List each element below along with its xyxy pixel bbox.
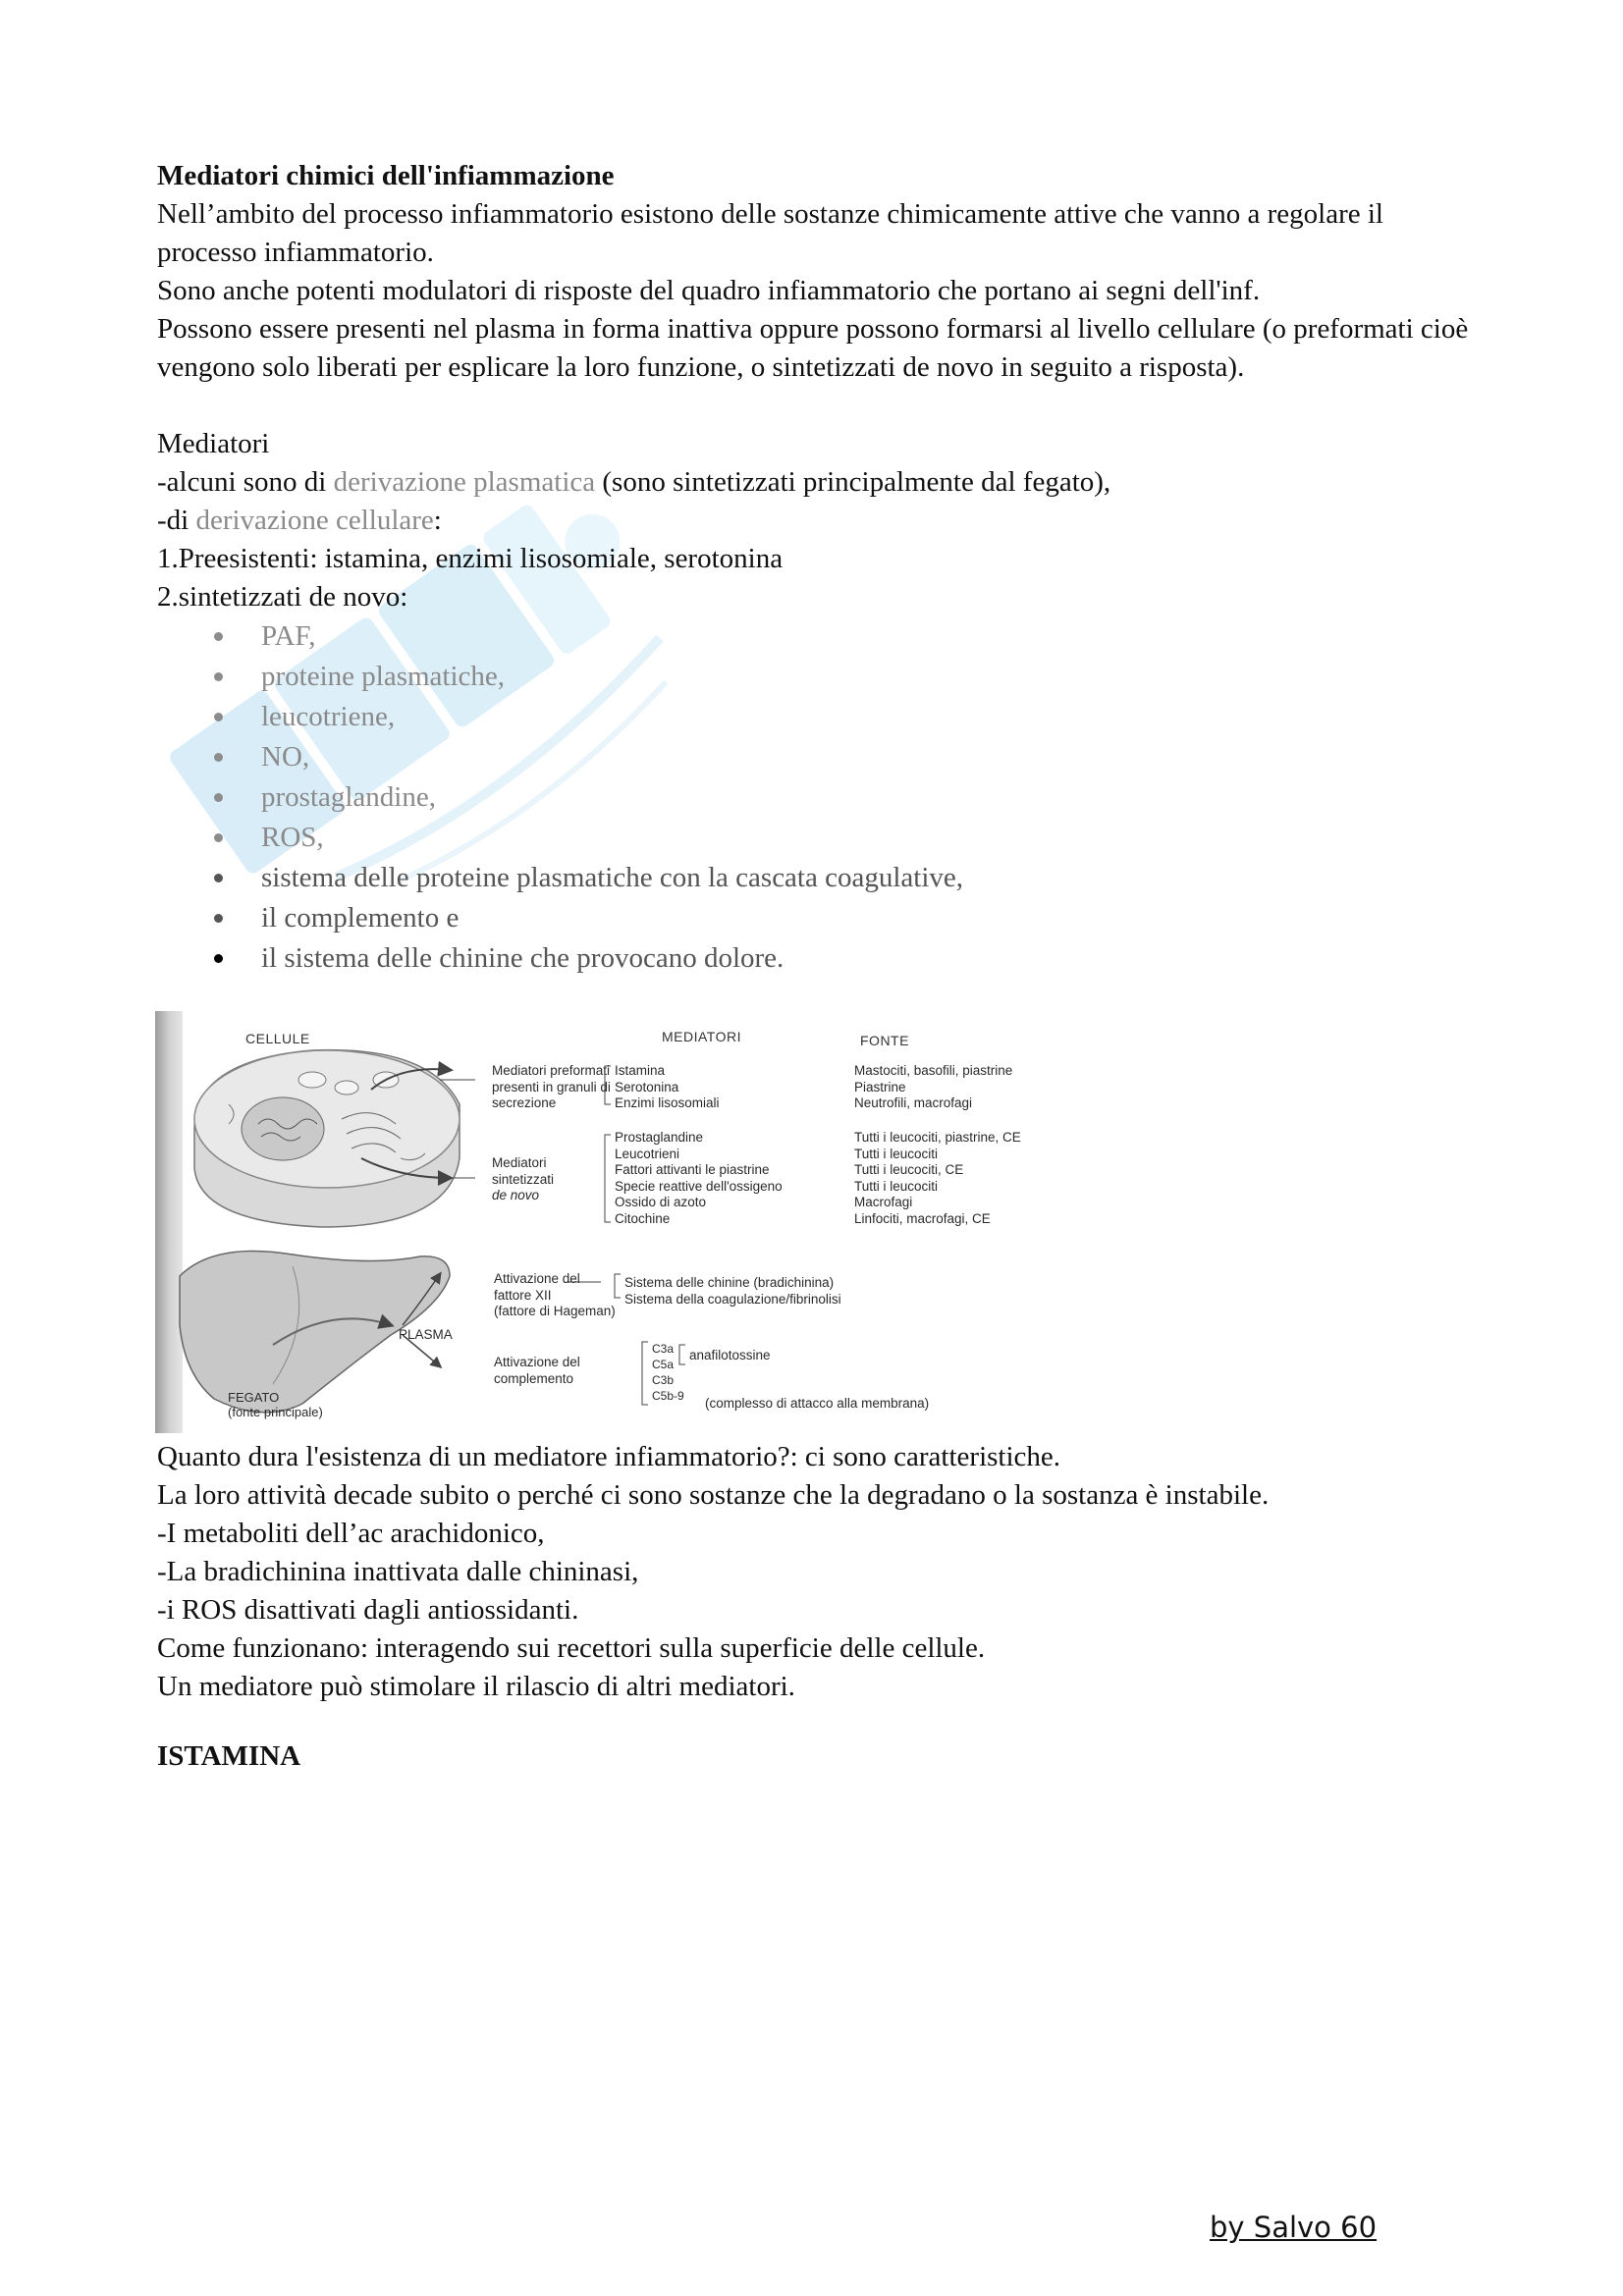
denovo-sources: Tutti i leucociti, piastrine, CE Tutti i leucociti Tutti i leucociti, CE Tutti i leucociti Macrofagi Linfociti, macrofagi, CE	[854, 1130, 1021, 1226]
plasma-label: PLASMA	[399, 1327, 453, 1342]
list-item: il complemento e	[261, 898, 1473, 938]
factor-xii-systems: Sistema delle chinine (bradichinina) Sistema della coagulazione/fibrinolisi	[624, 1275, 841, 1307]
bullet-icon	[214, 874, 223, 882]
plasma-derivation-line: -alcuni sono di derivazione plasmatica (sono sintetizzati principalmente dal fegato),	[157, 466, 1111, 498]
page-footer: by Salvo 60	[1210, 2211, 1378, 2244]
mac-label: (complesso di attacco alla membrana)	[705, 1396, 930, 1411]
plasma-derivation-term: derivazione plasmatica	[333, 466, 596, 498]
list-item: il sistema delle chinine che provocano dolore.	[261, 938, 1473, 979]
list-item: leucotriene,	[261, 697, 1473, 737]
list-item: prostaglandine,	[261, 777, 1473, 818]
paragraph: -I metaboliti dell’ac arachidonico,	[157, 1518, 545, 1549]
denovo-heading: 2.sintetizzati de novo:	[157, 581, 408, 613]
intro-paragraph: Possono essere presenti nel plasma in forma inattiva oppure possono formarsi al livello cellulare (o preformati cioè vengono solo liberati per esplicare la loro funzione, o sintetizzati de novo in seguito a risposta).	[157, 313, 1469, 383]
list-item: PAF,	[261, 616, 1473, 657]
denovo-label: Mediatori sintetizzati de novo	[492, 1155, 555, 1202]
bullet-icon	[214, 753, 223, 762]
mediators-figure	[155, 1011, 1029, 1433]
denovo-mediators: Prostaglandine Leucotrieni Fattori attivanti le piastrine Specie reattive dell'ossigeno Ossido di azoto Citochine	[615, 1130, 783, 1226]
mediators-heading: Mediatori	[157, 428, 270, 459]
paragraph: -La bradichinina inattivata dalle chininasi,	[157, 1556, 639, 1587]
preformed-label: Mediatori preformati presenti in granuli di secrezione	[492, 1063, 611, 1110]
factor-xii-label: Attivazione del fattore XII (fattore di Hageman)	[494, 1271, 616, 1318]
bullet-icon	[214, 914, 223, 923]
list-item: proteine plasmatiche,	[261, 657, 1473, 697]
liver-label: FEGATO (fonte principale)	[228, 1390, 323, 1419]
preformed-mediators: Istamina Serotonina Enzimi lisosomiali	[615, 1063, 720, 1110]
paragraph: Un mediatore può stimolare il rilascio di altri mediatori.	[157, 1671, 795, 1702]
main-text	[157, 157, 1473, 979]
list-item: sistema delle proteine plasmatiche con la cascata coagulative,	[261, 858, 1473, 898]
intro-paragraph: Nell’ambito del processo infiammatorio esistono delle sostanze chimicamente attive che vanno a regolare il processo infiammatorio.	[157, 198, 1383, 268]
complement-label: Attivazione del complemento	[494, 1355, 580, 1386]
intro-paragraph: Sono anche potenti modulatori di risposte del quadro infiammatorio che portano ai segni dell'inf.	[157, 275, 1261, 306]
preformed-sources: Mastociti, basofili, piastrine Piastrine Neutrofili, macrofagi	[854, 1063, 1013, 1110]
complement-items: C3a C5a C3b C5b-9	[652, 1342, 684, 1403]
istamina-heading: ISTAMINA	[157, 1740, 301, 1772]
figure-header-cells: CELLULE	[245, 1031, 310, 1046]
paragraph: La loro attività decade subito o perché ci sono sostanze che la degradano o la sostanza è instabile.	[157, 1479, 1270, 1511]
denovo-list	[157, 616, 1473, 979]
cell-illustration	[194, 1050, 460, 1227]
paragraph: Come funzionano: interagendo sui recettori sulla superficie delle cellule.	[157, 1632, 986, 1664]
list-item: NO,	[261, 737, 1473, 777]
anaphylatoxins-label: anafilotossine	[689, 1348, 771, 1362]
bullet-icon	[214, 793, 223, 802]
list-item: ROS,	[261, 818, 1473, 858]
figure-header-source: FONTE	[860, 1033, 909, 1048]
bullet-icon	[214, 954, 223, 963]
paragraph: Quanto dura l'esistenza di un mediatore infiammatorio?: ci sono caratteristiche.	[157, 1441, 1061, 1472]
cell-derivation-line: -di derivazione cellulare:	[157, 505, 442, 536]
figure-header-mediators: MEDIATORI	[662, 1029, 741, 1044]
bullet-icon	[214, 833, 223, 842]
preexisting-line: 1.Preesistenti: istamina, enzimi lisosomiale, serotonina	[157, 543, 784, 574]
cell-derivation-term: derivazione cellulare	[195, 505, 434, 536]
bullet-icon	[214, 632, 223, 641]
duration-text	[157, 1438, 1473, 1706]
paragraph: -i ROS disattivati dagli antiossidanti.	[157, 1594, 579, 1626]
bullet-icon	[214, 713, 223, 721]
section-title: Mediatori chimici dell'infiammazione	[157, 160, 615, 191]
bullet-icon	[214, 672, 223, 681]
